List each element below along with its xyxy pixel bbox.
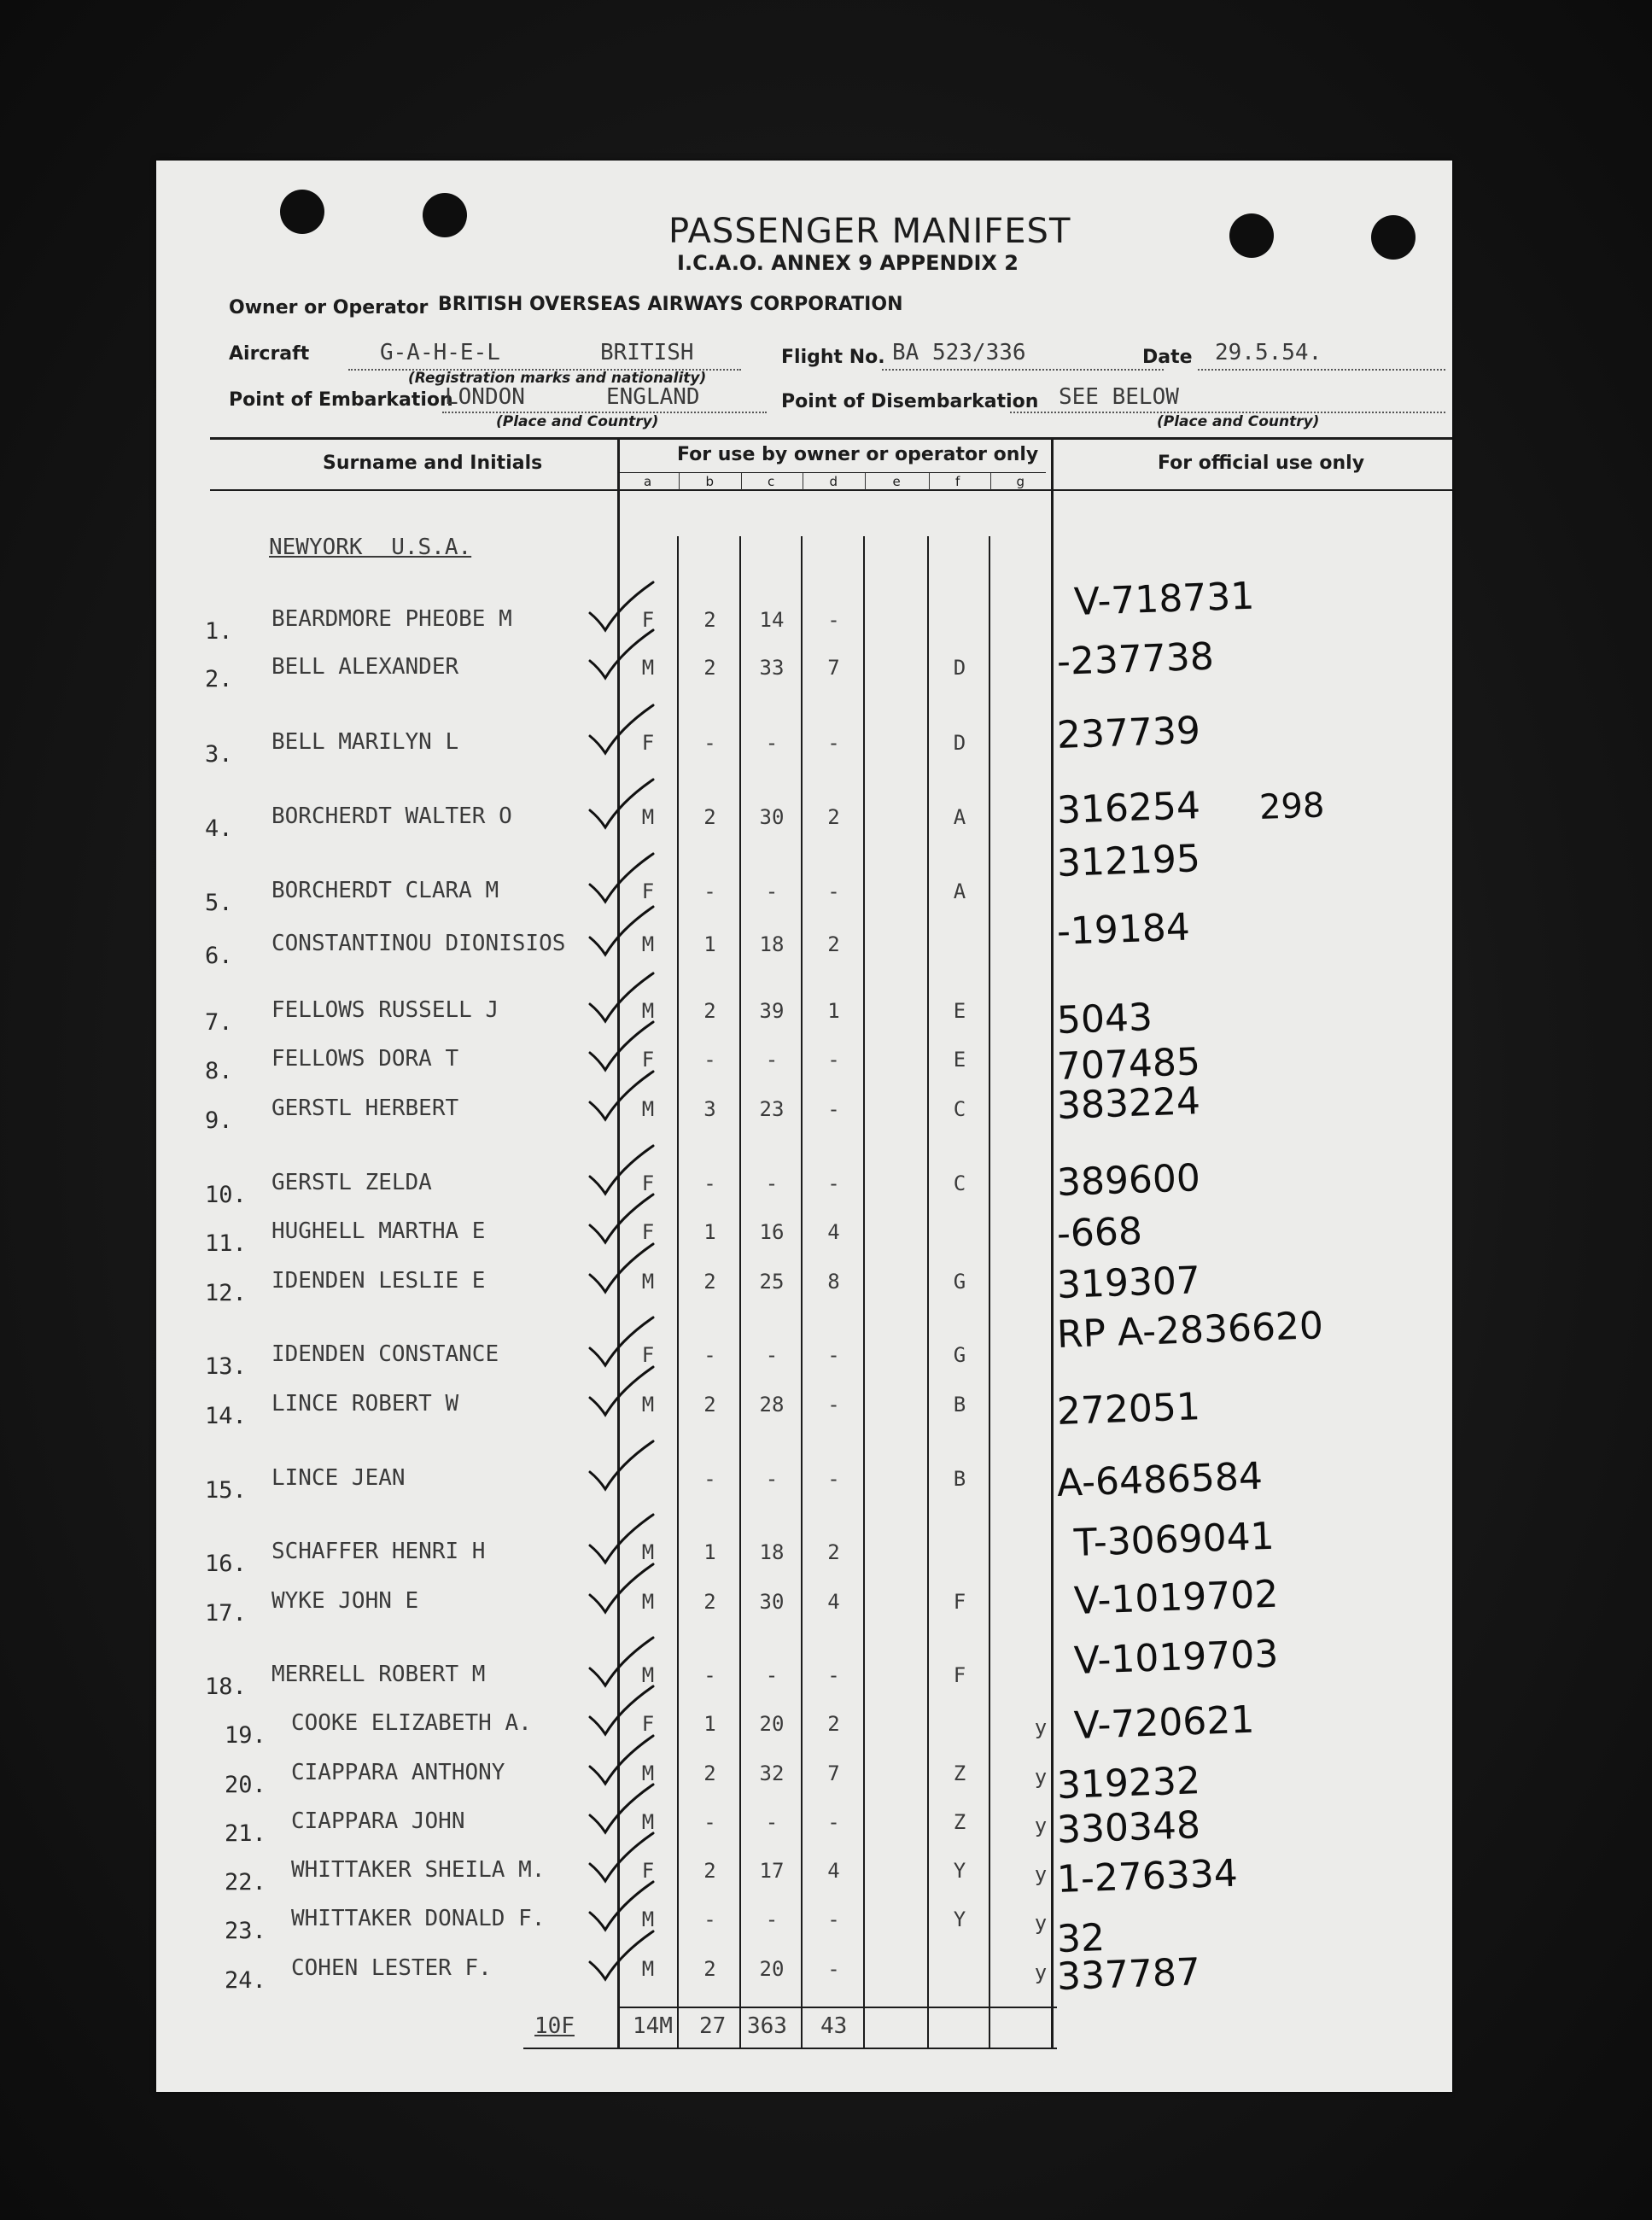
cell-f: G [953, 1343, 966, 1367]
row-number: 3. [205, 741, 233, 768]
cell-b: - [703, 1663, 716, 1687]
table-header-rule [210, 489, 1452, 491]
official-number: 383224 [1056, 1079, 1201, 1128]
cell-b: 1 [703, 1540, 716, 1564]
cell-sex: F [641, 1171, 655, 1195]
cell-c: 18 [759, 1540, 785, 1564]
cell-c: 32 [759, 1761, 785, 1785]
cell-c: - [765, 1048, 779, 1072]
column-letter-c: c [768, 474, 775, 489]
cell-c: - [765, 1467, 779, 1491]
destination-heading: NEWYORK U.S.A. [269, 535, 472, 560]
aircraft-note: (Registration marks and nationality) [408, 370, 707, 387]
cell-d: - [827, 1663, 840, 1687]
official-number: 319307 [1056, 1259, 1201, 1307]
cell-d: 2 [827, 1712, 840, 1736]
official-number: V-718731 [1073, 574, 1256, 624]
passenger-name: WHITTAKER DONALD F. [291, 1906, 546, 1931]
check-mark-icon [583, 850, 660, 910]
passenger-name: FELLOWS DORA T [271, 1046, 459, 1072]
row-number: 4. [205, 815, 233, 842]
cell-c: 23 [759, 1097, 785, 1121]
passenger-name: LINCE JEAN [271, 1465, 406, 1491]
check-mark-icon [583, 1561, 660, 1621]
column-letter-f: f [955, 474, 960, 489]
cell-b: 1 [703, 1712, 716, 1736]
header-column-divider [929, 473, 930, 490]
total-a: 14M [633, 2013, 673, 2039]
date-label: Date [1142, 347, 1193, 368]
cell-sex: M [641, 805, 655, 829]
check-mark-icon [583, 1068, 660, 1128]
passenger-name: BORCHERDT WALTER O [271, 803, 512, 829]
cell-b: - [703, 731, 716, 755]
aircraft-registration: G-A-H-E-L [380, 340, 500, 365]
cell-b: 2 [703, 1761, 716, 1785]
cell-d: - [827, 608, 840, 632]
cell-g: y [1034, 1960, 1048, 1984]
cell-f: E [953, 1048, 966, 1072]
official-number: -237738 [1056, 634, 1215, 684]
embark-note: (Place and Country) [496, 413, 659, 430]
cell-sex: M [641, 1957, 655, 1981]
row-number: 5. [205, 890, 233, 916]
cell-c: 33 [759, 656, 785, 680]
column-letter-a: a [644, 474, 652, 489]
passenger-name: BORCHERDT CLARA M [271, 878, 499, 903]
official-use-header: For official use only [1158, 453, 1365, 474]
cell-c: 17 [759, 1859, 785, 1883]
column-letter-g: g [1016, 474, 1025, 489]
manifest-page [156, 161, 1452, 2092]
row-number: 18. [205, 1674, 247, 1700]
cell-sex: F [641, 608, 655, 632]
cell-b: - [703, 1343, 716, 1367]
row-number: 6. [205, 943, 233, 969]
punch-hole [1371, 215, 1416, 260]
cell-c: - [765, 1171, 779, 1195]
cell-f: B [953, 1467, 966, 1491]
cell-c: - [765, 1907, 779, 1931]
cell-sex: F [641, 1048, 655, 1072]
cell-sex: M [641, 1590, 655, 1614]
cell-b: 2 [703, 1393, 716, 1417]
row-number: 13. [205, 1353, 247, 1380]
total-d: 43 [820, 2013, 848, 2039]
cell-f: Z [953, 1761, 966, 1785]
row-number: 8. [205, 1058, 233, 1084]
cell-b: - [703, 1810, 716, 1834]
row-number: 2. [205, 666, 233, 692]
side-note: 298 [1258, 786, 1326, 827]
surname-header: Surname and Initials [323, 453, 543, 474]
aircraft-nationality: BRITISH [600, 340, 694, 365]
row-number: 22. [225, 1869, 266, 1896]
row-number: 9. [205, 1107, 233, 1134]
row-number: 15. [205, 1477, 247, 1504]
cell-sex: F [641, 879, 655, 903]
punch-hole [1229, 213, 1274, 258]
cell-d: 4 [827, 1859, 840, 1883]
official-number: 272051 [1056, 1385, 1201, 1434]
cell-d: - [827, 1343, 840, 1367]
cell-sex: F [641, 1859, 655, 1883]
cell-d: - [827, 1957, 840, 1981]
cell-b: - [703, 1171, 716, 1195]
cell-d: - [827, 1048, 840, 1072]
official-number: 337787 [1056, 1950, 1201, 1999]
flight-number: BA 523/336 [892, 340, 1026, 365]
cell-f: E [953, 999, 966, 1023]
punch-hole [280, 190, 324, 234]
cell-f: D [953, 656, 966, 680]
cell-sex: M [641, 1907, 655, 1931]
passenger-name: BEARDMORE PHEOBE M [271, 606, 512, 632]
cell-f: B [953, 1393, 966, 1417]
official-number: T-3069041 [1073, 1514, 1275, 1565]
embark-city: LONDON [445, 384, 525, 410]
embark-country: ENGLAND [606, 384, 700, 410]
row-number: 23. [225, 1918, 266, 1944]
punch-hole [423, 193, 467, 237]
cell-b: 2 [703, 1859, 716, 1883]
cell-c: 16 [759, 1220, 785, 1244]
cell-b: - [703, 1467, 716, 1491]
cell-sex: M [641, 1393, 655, 1417]
cell-sex: M [641, 932, 655, 956]
cell-f: Y [953, 1859, 966, 1883]
cell-b: 2 [703, 656, 716, 680]
column-letter-b: b [705, 474, 715, 489]
check-mark-icon [583, 702, 660, 762]
cell-c: 20 [759, 1712, 785, 1736]
cell-f: Y [953, 1907, 966, 1931]
cell-g: y [1034, 1862, 1048, 1886]
cell-d: - [827, 879, 840, 903]
date-value: 29.5.54. [1215, 340, 1322, 365]
cell-sex: M [641, 1761, 655, 1785]
cell-f: D [953, 731, 966, 755]
cell-d: - [827, 1907, 840, 1931]
column-letter-d: d [829, 474, 838, 489]
cell-sex: M [641, 1270, 655, 1294]
disembark-note: (Place and Country) [1157, 413, 1320, 430]
flight-label: Flight No. [781, 347, 885, 368]
table-top-rule [210, 437, 1452, 440]
official-number: 330348 [1056, 1803, 1201, 1852]
cell-f: Z [953, 1810, 966, 1834]
cell-f: F [953, 1663, 966, 1687]
cell-b: 2 [703, 805, 716, 829]
official-number: 5043 [1056, 996, 1153, 1043]
cell-b: 2 [703, 1270, 716, 1294]
owner-value: BRITISH OVERSEAS AIRWAYS CORPORATION [438, 294, 903, 315]
cell-d: 8 [827, 1270, 840, 1294]
passenger-name: BELL ALEXANDER [271, 654, 459, 680]
passenger-name: CIAPPARA JOHN [291, 1808, 465, 1834]
official-number: 1-276334 [1056, 1851, 1239, 1902]
owner-use-header: For use by owner or operator only [677, 444, 1039, 465]
passenger-name: SCHAFFER HENRI H [271, 1539, 486, 1564]
passenger-name: BELL MARILYN L [271, 729, 459, 755]
official-number: 312195 [1056, 837, 1201, 885]
official-number: 32 [1056, 1916, 1106, 1961]
cell-c: 20 [759, 1957, 785, 1981]
cell-c: - [765, 1810, 779, 1834]
cell-d: 7 [827, 1761, 840, 1785]
check-mark-icon [583, 903, 660, 963]
cell-sex: F [641, 1343, 655, 1367]
official-number: A-6486584 [1056, 1454, 1264, 1505]
cell-c: 25 [759, 1270, 785, 1294]
check-mark-icon [583, 1241, 660, 1300]
row-number: 10. [205, 1182, 247, 1208]
cell-c: 30 [759, 805, 785, 829]
total-name: 10F [534, 2013, 575, 2039]
cell-d: - [827, 1171, 840, 1195]
embark-label: Point of Embarkation [229, 389, 453, 411]
cell-g: y [1034, 1715, 1048, 1739]
total-b: 27 [699, 2013, 727, 2039]
cell-g: y [1034, 1911, 1048, 1935]
passenger-name: GERSTL HERBERT [271, 1095, 459, 1121]
check-mark-icon [583, 627, 660, 686]
cell-d: 4 [827, 1590, 840, 1614]
row-number: 19. [225, 1722, 266, 1749]
row-number: 14. [205, 1403, 247, 1429]
cell-c: 14 [759, 608, 785, 632]
column-letter-e: e [892, 474, 901, 489]
official-number: V-1019703 [1073, 1632, 1280, 1683]
cell-b: 2 [703, 1590, 716, 1614]
official-number: RP A-2836620 [1056, 1304, 1324, 1357]
cell-sex: M [641, 1810, 655, 1834]
cell-c: - [765, 731, 779, 755]
cell-d: - [827, 731, 840, 755]
disembark-value: SEE BELOW [1059, 384, 1179, 410]
cell-f: F [953, 1590, 966, 1614]
passenger-name: IDENDEN LESLIE E [271, 1268, 486, 1294]
cell-sex: M [641, 1540, 655, 1564]
cell-f: A [953, 879, 966, 903]
passenger-name: WYKE JOHN E [271, 1588, 419, 1614]
cell-sex: M [641, 656, 655, 680]
page-subtitle: I.C.A.O. ANNEX 9 APPENDIX 2 [677, 251, 1019, 275]
passenger-name: COOKE ELIZABETH A. [291, 1710, 532, 1736]
cell-c: 28 [759, 1393, 785, 1417]
header-column-divider [741, 473, 742, 490]
disembark-label: Point of Disembarkation [781, 391, 1039, 412]
cell-b: - [703, 1048, 716, 1072]
cell-g: y [1034, 1765, 1048, 1789]
cell-d: 7 [827, 656, 840, 680]
passenger-name: GERSTL ZELDA [271, 1170, 432, 1195]
official-number: 319232 [1056, 1759, 1201, 1808]
cell-d: 2 [827, 805, 840, 829]
cell-b: 1 [703, 1220, 716, 1244]
row-number: 20. [225, 1772, 266, 1798]
cell-c: 30 [759, 1590, 785, 1614]
date-line [1198, 369, 1445, 371]
official-number: V-720621 [1073, 1697, 1256, 1748]
passenger-name: MERRELL ROBERT M [271, 1662, 486, 1687]
cell-c: - [765, 1343, 779, 1367]
owner-label: Owner or Operator [229, 297, 429, 318]
cell-d: 4 [827, 1220, 840, 1244]
cell-sex: M [641, 999, 655, 1023]
check-mark-icon [583, 776, 660, 836]
cell-g: y [1034, 1814, 1048, 1837]
row-number: 17. [205, 1600, 247, 1627]
cell-sex: F [641, 1220, 655, 1244]
cell-f: C [953, 1171, 966, 1195]
cell-b: 2 [703, 608, 716, 632]
cell-d: - [827, 1467, 840, 1491]
passenger-name: FELLOWS RUSSELL J [271, 997, 499, 1023]
official-number: 316254 [1056, 784, 1201, 832]
cell-f: C [953, 1097, 966, 1121]
row-number: 24. [225, 1967, 266, 1994]
cell-b: 1 [703, 932, 716, 956]
page-title: PASSENGER MANIFEST [668, 212, 1071, 251]
row-number: 21. [225, 1820, 266, 1847]
row-number: 12. [205, 1280, 247, 1306]
cell-f: G [953, 1270, 966, 1294]
cell-sex: F [641, 731, 655, 755]
cell-d: 2 [827, 1540, 840, 1564]
cell-b: 2 [703, 1957, 716, 1981]
official-number: V-1019702 [1073, 1572, 1280, 1623]
cell-c: 39 [759, 999, 785, 1023]
cell-d: - [827, 1810, 840, 1834]
official-number: 237739 [1056, 709, 1201, 757]
flight-line [882, 369, 1164, 371]
letters-rule [617, 472, 1046, 473]
check-mark-icon [583, 1364, 660, 1423]
cell-c: 18 [759, 932, 785, 956]
totals-rule [617, 2007, 1057, 2008]
check-mark-icon [583, 1438, 660, 1498]
cell-d: - [827, 1393, 840, 1417]
cell-c: - [765, 879, 779, 903]
cell-d: - [827, 1097, 840, 1121]
cell-c: - [765, 1663, 779, 1687]
row-number: 11. [205, 1230, 247, 1257]
header-column-divider [990, 473, 991, 490]
check-mark-icon [583, 1928, 660, 1988]
cell-b: - [703, 1907, 716, 1931]
passenger-name: CONSTANTINOU DIONISIOS [271, 931, 566, 956]
cell-b: 2 [703, 999, 716, 1023]
aircraft-label: Aircraft [229, 343, 310, 365]
totals-bottom-rule [523, 2048, 1057, 2049]
cell-d: 1 [827, 999, 840, 1023]
official-number: -19184 [1056, 905, 1191, 954]
cell-f: A [953, 805, 966, 829]
official-number: -668 [1056, 1209, 1143, 1256]
cell-b: - [703, 879, 716, 903]
cell-sex: F [641, 1712, 655, 1736]
passenger-name: HUGHELL MARTHA E [271, 1218, 486, 1244]
row-number: 16. [205, 1551, 247, 1577]
row-number: 1. [205, 618, 233, 645]
cell-b: 3 [703, 1097, 716, 1121]
cell-sex: M [641, 1663, 655, 1687]
row-number: 7. [205, 1009, 233, 1036]
header-column-divider [865, 473, 866, 490]
header-column-divider [679, 473, 680, 490]
cell-d: 2 [827, 932, 840, 956]
passenger-name: COHEN LESTER F. [291, 1955, 492, 1981]
total-c: 363 [747, 2013, 787, 2039]
passenger-name: WHITTAKER SHEILA M. [291, 1857, 546, 1883]
passenger-name: CIAPPARA ANTHONY [291, 1760, 505, 1785]
cell-sex: M [641, 1097, 655, 1121]
official-number: 389600 [1056, 1156, 1201, 1205]
table-column-rule [1051, 437, 1054, 2049]
passenger-name: LINCE ROBERT W [271, 1391, 459, 1417]
passenger-name: IDENDEN CONSTANCE [271, 1341, 499, 1367]
official-number: 707485 [1056, 1040, 1201, 1089]
